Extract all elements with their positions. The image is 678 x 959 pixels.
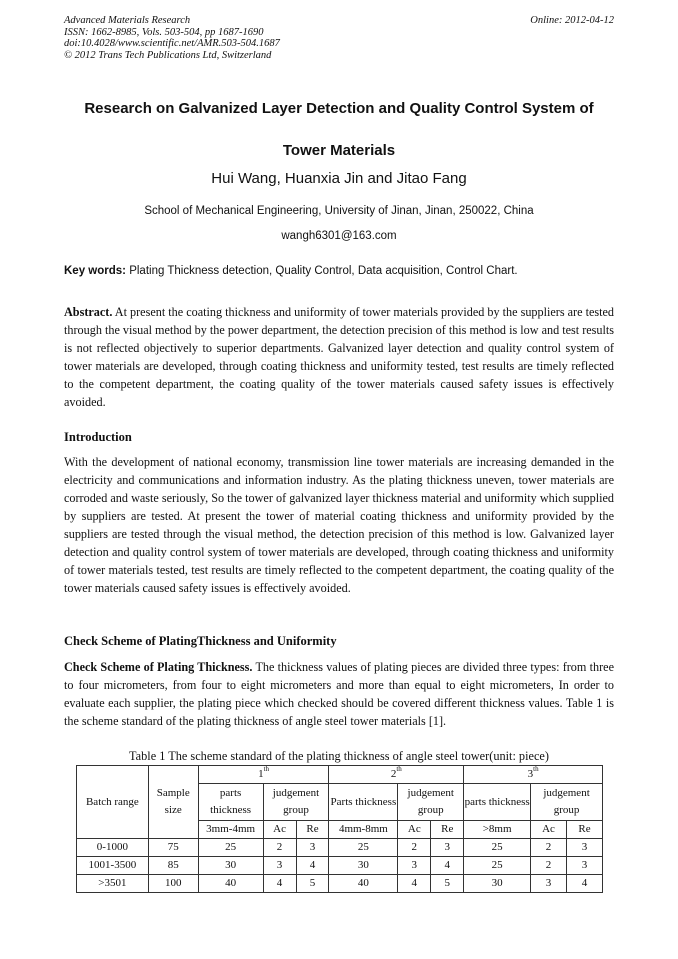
abstract-text: At present the coating thickness and uniformity of tower materials provided by the suppliers are tested through the visual method by the power department, the detection precision of this method is low and test results is not reflected objectively to superior departments. Galvanized layer detection and quality control system of tower materials are developed, through coating thickness and uniformity tested, test results are timely reflected to the competent department, the coating quality of the tower materials caused safety issues is effectively avoided. (64, 305, 615, 409)
table-cell: 40 (198, 875, 263, 893)
group-1-header: 1th (198, 766, 329, 784)
group-2-header: 2th (329, 766, 464, 784)
table-cell: 3 (567, 857, 603, 875)
doi: doi:10.4028/www.scientific.net/AMR.503-504.1687 (64, 38, 280, 49)
re-2: Re (431, 821, 464, 839)
scheme-table (76, 765, 603, 893)
table-cell: 3 (567, 839, 603, 857)
abstract (64, 303, 614, 411)
table-cell: 4 (398, 875, 431, 893)
ac-2: Ac (398, 821, 431, 839)
title-line-1: Research on Galvanized Layer Detection and Quality Control System of (84, 100, 594, 117)
copyright: © 2012 Trans Tech Publications Ltd, Switzerland (64, 49, 272, 61)
re-1: Re (296, 821, 329, 839)
keywords-text: Plating Thickness detection, Quality Control, Data acquisition, Control Chart. (129, 265, 518, 277)
table-cell: 5 (296, 875, 329, 893)
range-2: 4mm-8mm (329, 821, 398, 839)
table-cell: 2 (531, 857, 567, 875)
table-cell: 1001-3500 (77, 857, 149, 875)
email: wangh6301@163.com (281, 230, 397, 242)
table-cell: 3 (398, 857, 431, 875)
table-row (77, 875, 603, 893)
check-label: Check Scheme of Plating Thickness. (64, 660, 253, 674)
table-cell: 3 (431, 839, 464, 857)
group-3-header: 3th (464, 766, 603, 784)
judgement-group-2: judgement group (398, 784, 464, 821)
judgement-group-3: judgement group (531, 784, 603, 821)
table-cell: 4 (567, 875, 603, 893)
table-cell: 2 (263, 839, 296, 857)
authors: Hui Wang, Huanxia Jin and Jitao Fang (211, 170, 467, 187)
table-cell: 3 (531, 875, 567, 893)
table-cell: 3 (296, 839, 329, 857)
intro-heading: Introduction (64, 430, 132, 444)
range-3: >8mm (464, 821, 531, 839)
parts-thickness-3: parts thickness (464, 784, 531, 821)
running-header (64, 15, 614, 61)
intro-text: With the development of national economy, transmission line tower materials are increasing demanded in the electricity and communications and information industry. As the plating thickness uneven, tower materials are corroded and waste seriously, So the tower of galvanized layer thickness material and uniformity which supplied by suppliers are tested. At present the tower of material coating thickness and uniformity provided by the suppliers are tested through the visual method, the detection precision of this method is low. Galvanized layer detection and quality control system of tower materials are developed, through coating thickness and uniformity of tower materials tested, test results are timely reflected to the competent department, the coating quality of the tower materials caused safety issues is effectively avoided. (64, 455, 614, 595)
check-text: The thickness values of plating pieces are divided three types: from three to four micrometers, from four to eight micrometers and more than equal to eight micrometers, In order to evaluate each supplier, the plating piece which checked should be covered different thickness values. Table 1 is the scheme standard of the plating thickness of angle steel tower materials [1]. (64, 660, 614, 728)
sample-size-header: Sample size (148, 766, 198, 839)
re-3: Re (567, 821, 603, 839)
issn: ISSN: 1662-8985, Vols. 503-504, pp 1687-1690 (64, 26, 264, 38)
table-cell: 100 (148, 875, 198, 893)
table-cell: 30 (464, 875, 531, 893)
table-cell: >3501 (77, 875, 149, 893)
table-cell: 4 (296, 857, 329, 875)
ac-3: Ac (531, 821, 567, 839)
check-heading: Check Scheme of PlatingThickness and Uniformity (64, 634, 337, 648)
table-cell: 5 (431, 875, 464, 893)
affiliation: School of Mechanical Engineering, University of Jinan, Jinan, 250022, China (144, 205, 534, 217)
table-cell: 75 (148, 839, 198, 857)
title-line-2: Tower Materials (282, 142, 396, 159)
paper-title (40, 88, 638, 172)
table-cell: 25 (464, 857, 531, 875)
table-cell: 0-1000 (77, 839, 149, 857)
keywords-label: Key words: (64, 265, 126, 277)
batch-range-header: Batch range (77, 766, 149, 839)
table-caption: Table 1 The scheme standard of the plating thickness of angle steel tower(unit: piece) (129, 749, 549, 763)
ac-1: Ac (263, 821, 296, 839)
range-1: 3mm-4mm (198, 821, 263, 839)
judgement-group-1: judgement group (263, 784, 329, 821)
table-cell: 25 (329, 839, 398, 857)
table-header-row (77, 766, 603, 784)
table-cell: 2 (398, 839, 431, 857)
abstract-label: Abstract. (64, 305, 113, 319)
table-cell: 2 (531, 839, 567, 857)
table-cell: 30 (198, 857, 263, 875)
parts-thickness-1: parts thickness (198, 784, 263, 821)
table-cell: 85 (148, 857, 198, 875)
table-cell: 25 (464, 839, 531, 857)
table-cell: 30 (329, 857, 398, 875)
table-cell: 4 (263, 875, 296, 893)
table-cell: 40 (329, 875, 398, 893)
table-cell: 25 (198, 839, 263, 857)
table-row (77, 857, 603, 875)
table-cell: 3 (263, 857, 296, 875)
parts-thickness-2: Parts thickness (329, 784, 398, 821)
check-paragraph (64, 658, 614, 730)
online-date: Online: 2012-04-12 (530, 15, 614, 26)
journal-name: Advanced Materials Research (64, 15, 191, 26)
keywords (64, 265, 624, 277)
table-cell: 4 (431, 857, 464, 875)
table-row (77, 839, 603, 857)
